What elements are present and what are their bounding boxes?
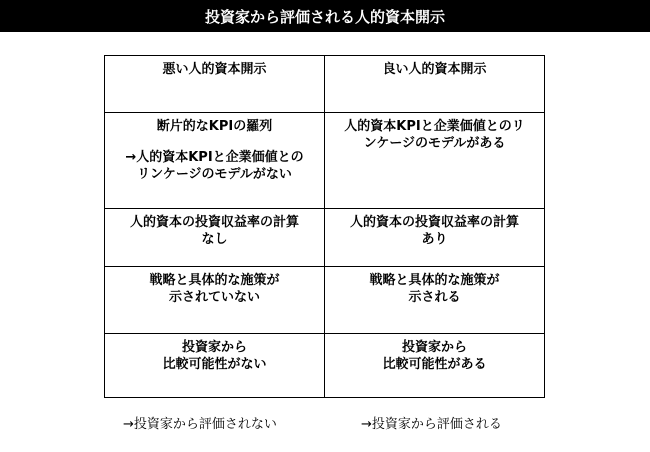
- cell-compare-bad-line1: 投資家から: [181, 340, 247, 355]
- comparison-table: [104, 55, 545, 398]
- cell-kpi-bad-line1: 断片的なKPIの羅列: [156, 119, 273, 134]
- page-title-text: 投資家から評価される人的資本開示: [204, 7, 445, 26]
- page-title: [0, 0, 650, 32]
- cell-strategy-good: [325, 267, 545, 334]
- cell-strategy-bad: [105, 267, 325, 334]
- table-row-strategy: [105, 267, 545, 334]
- header-good-label: 良い人的資本開示: [382, 62, 487, 77]
- cell-strategy-bad-line2: 示されていない: [168, 290, 260, 305]
- cell-compare-bad: [105, 334, 325, 398]
- header-bad: [105, 56, 325, 113]
- table-row-kpi: [105, 113, 545, 209]
- cell-kpi-good-line2: ンケージのモデルがある: [363, 136, 506, 151]
- cell-roi-good: [325, 209, 545, 267]
- cell-kpi-bad-line2: →人的資本KPIと企業価値との: [125, 150, 304, 165]
- cell-kpi-good-line1: 人的資本KPIと企業価値とのリ: [344, 119, 525, 134]
- cell-kpi-bad-spacer: [109, 135, 320, 149]
- table-row-roi: [105, 209, 545, 267]
- cell-kpi-bad-line3: リンケージのモデルがない: [137, 167, 292, 182]
- header-good: [325, 56, 545, 113]
- cell-roi-bad-line1: 人的資本の投資収益率の計算: [129, 215, 299, 230]
- cell-roi-good-line2: あり: [421, 232, 448, 247]
- cell-roi-bad: [105, 209, 325, 267]
- header-bad-label: 悪い人的資本開示: [162, 62, 267, 77]
- cell-roi-bad-line2: なし: [201, 232, 228, 247]
- cell-strategy-bad-line1: 戦略と具体的な施策が: [149, 273, 280, 288]
- cell-compare-good-line2: 比較可能性がある: [382, 357, 487, 372]
- table-row-header: [105, 56, 545, 113]
- cell-roi-good-line1: 人的資本の投資収益率の計算: [349, 215, 519, 230]
- cell-kpi-bad: [105, 113, 325, 209]
- cell-kpi-good: [325, 113, 545, 209]
- conclusion-good: →投資家から評価される: [361, 417, 502, 432]
- cell-strategy-good-line2: 示される: [408, 290, 461, 305]
- cell-strategy-good-line1: 戦略と具体的な施策が: [369, 273, 500, 288]
- table-row-comparability: [105, 334, 545, 398]
- cell-compare-good: [325, 334, 545, 398]
- cell-compare-good-line1: 投資家から: [401, 340, 467, 355]
- cell-compare-bad-line2: 比較可能性がない: [162, 357, 267, 372]
- conclusion-bad: →投資家から評価されない: [123, 417, 277, 432]
